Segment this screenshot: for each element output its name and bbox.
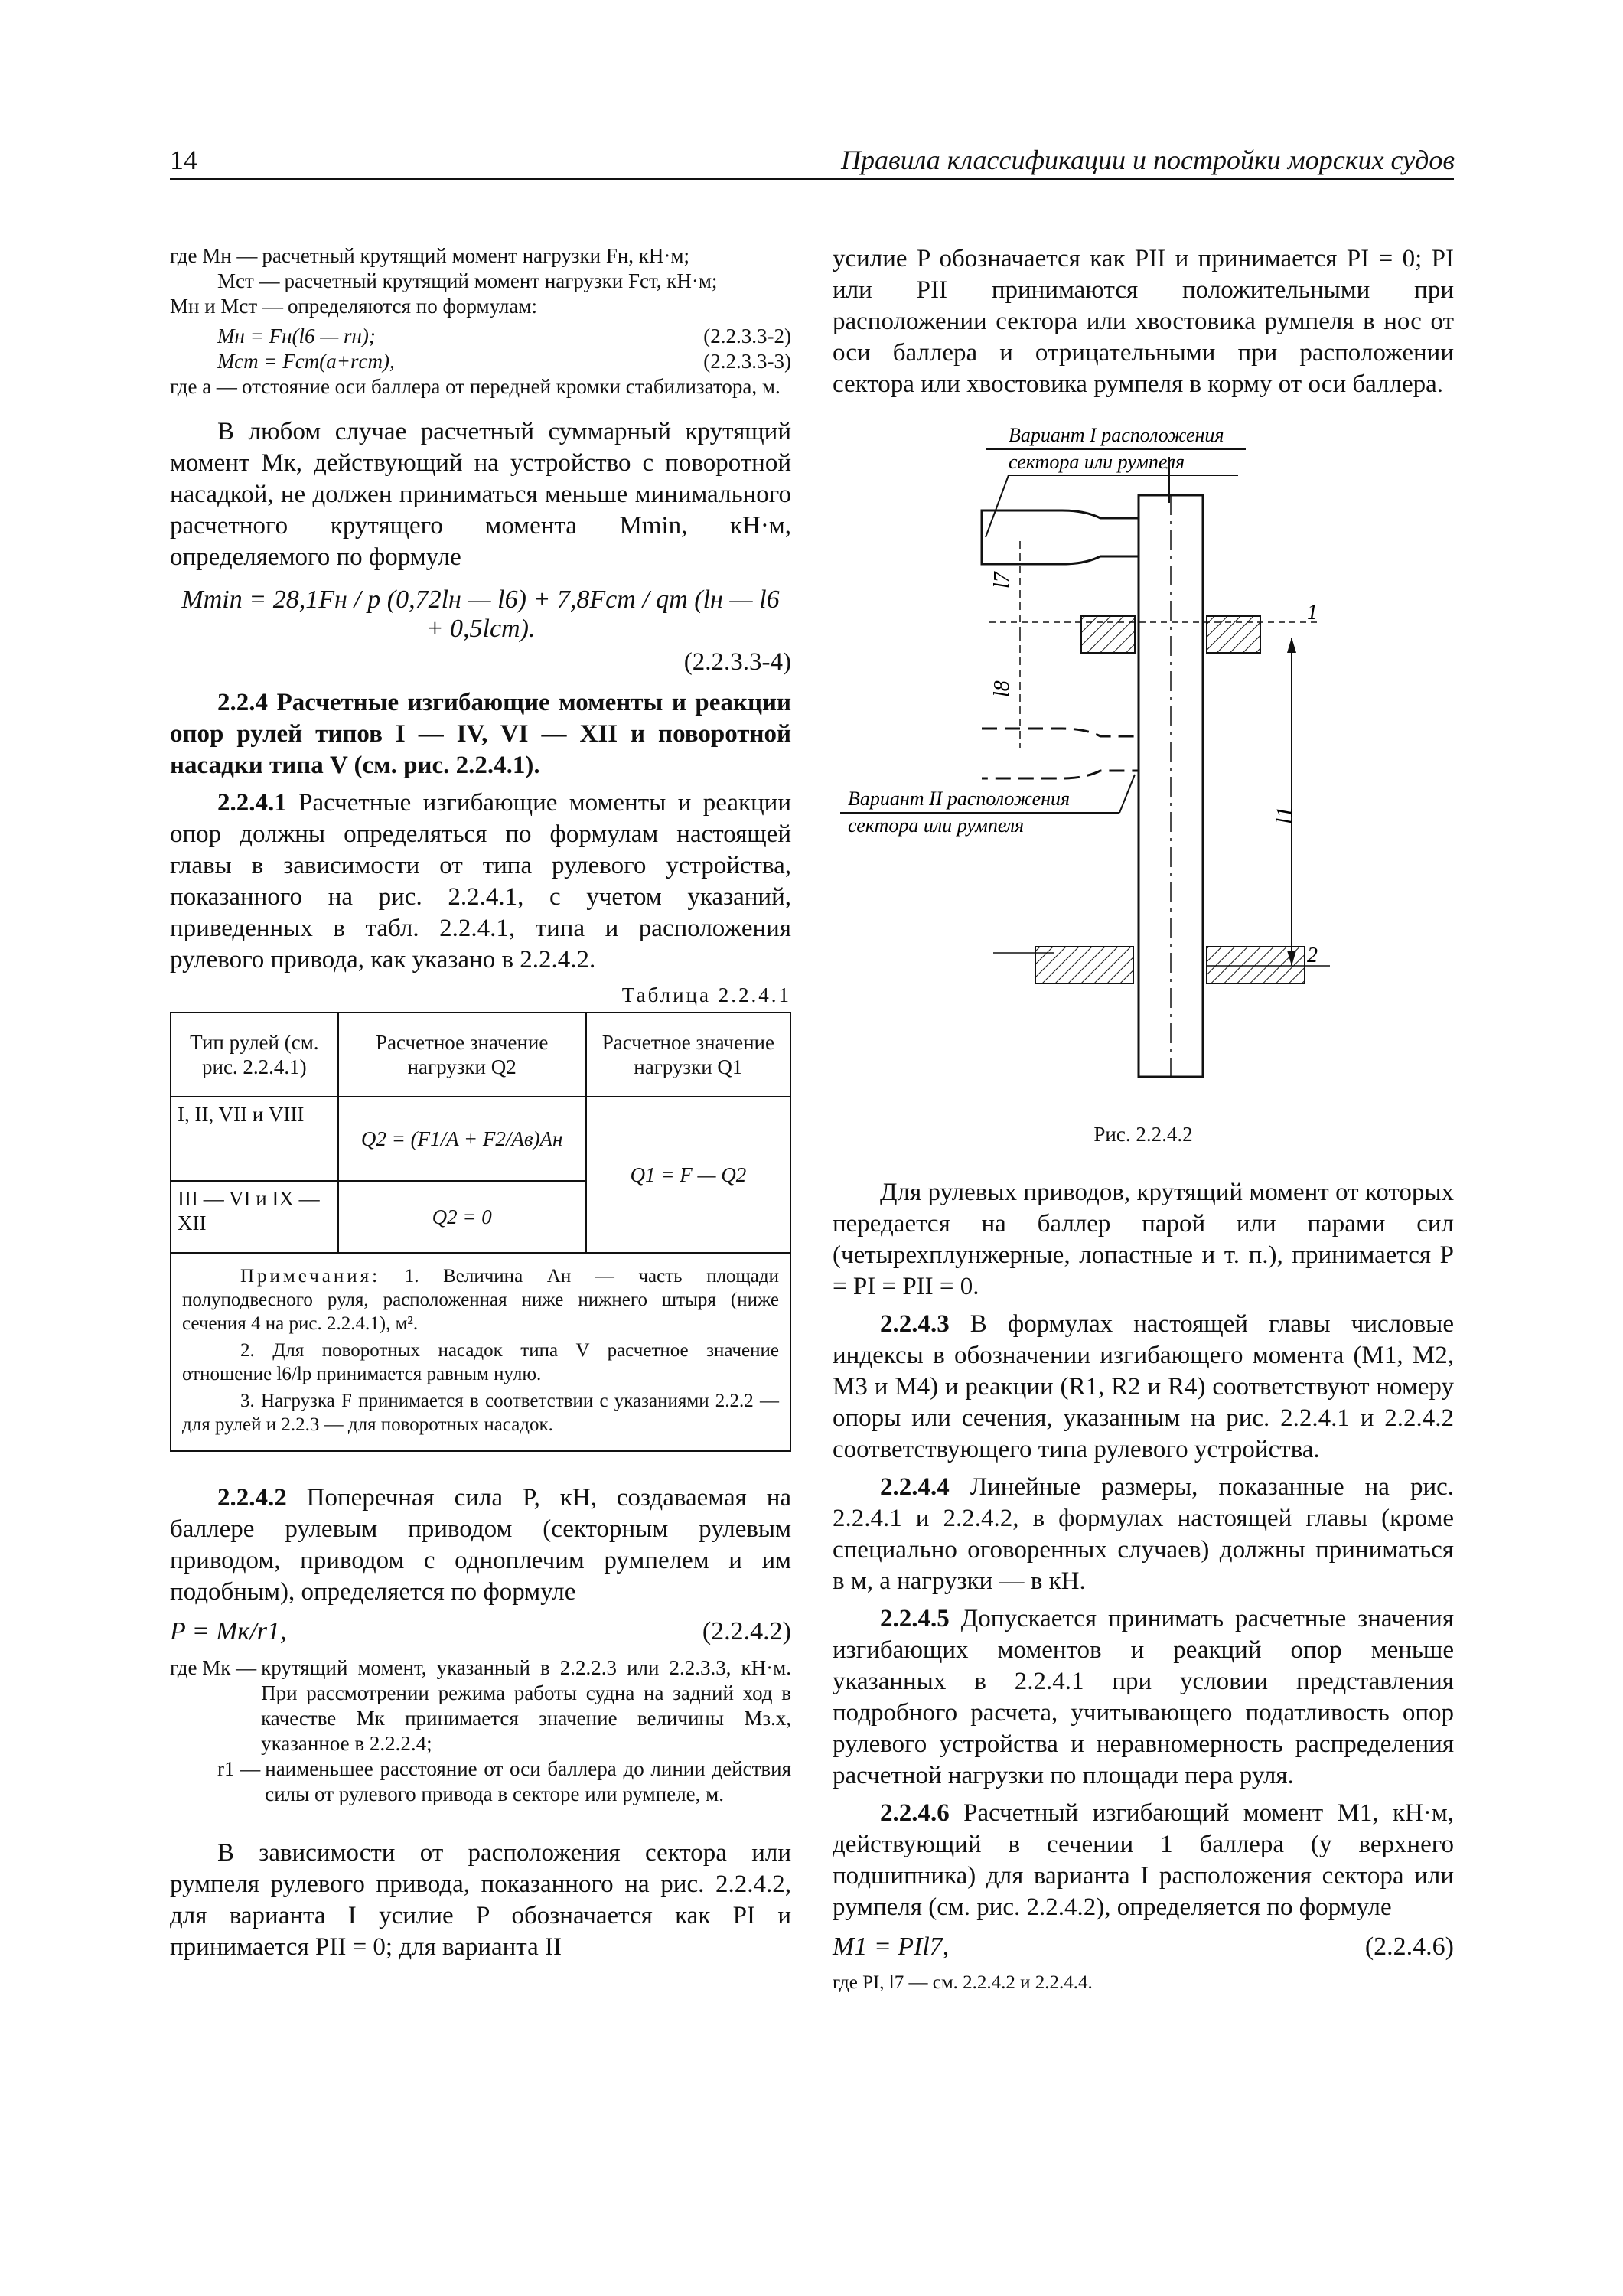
- table-cell: III — VI и IX — XII: [171, 1181, 338, 1253]
- definition-a: [170, 374, 791, 400]
- dimension-l8-label: l8: [990, 680, 1014, 697]
- formula-expression: M1 = PIl7,: [833, 1932, 950, 1961]
- clause-text: В формулах настоящей главы числовые индексы в обозначении изгибающего момента (M1, M2, M3 и M4) и реакции (R1, R2 и R4) соответствуют номеру опоры или сечения, указанным на рис. 2.2.4.1 и 2.2.4.2 соответствующего типа рулевого устройства.: [833, 1310, 1455, 1463]
- table-header-cell: Расчетное значение нагрузки Q1: [586, 1013, 790, 1097]
- clause-text: Линейные размеры, показанные на рис. 2.2.4.1 и 2.2.4.2, в формулах настоящей главы (кроме специально оговоренных случаев) должны приниматься в м, а нагрузки — в кН.: [833, 1473, 1454, 1595]
- definition-desc: расчетный крутящий момент нагрузки Fн, кН·м;: [262, 244, 689, 267]
- paragraph-2-2-4-1: [170, 788, 791, 976]
- figure-2-2-4-2: [833, 426, 1454, 1115]
- definition-mn-mst: [170, 294, 791, 319]
- paragraph-variant: В зависимости от расположения сектора или румпеля рулевого привода, показанного на рис. 2.2.4.2, для варианта I усилие P обозначается как PI и принимается PII = 0; для варианта II: [170, 1839, 791, 1961]
- paragraph-2-2-4-3: [833, 1309, 1454, 1466]
- section-heading-2-2-4: 2.2.4 Расчетные изгибающие моменты и реакции опор рулей типов I — IV, VI — XII и поворотной насадки типа V (см. рис. 2.2.4.1).: [170, 689, 791, 779]
- table-row: [171, 1097, 790, 1181]
- section-2-label: 2: [1307, 944, 1318, 967]
- formula-footnote: где PI, l7 — см. 2.2.4.2 и 2.2.4.4.: [833, 1972, 1093, 1993]
- formula-number: (2.2.3.3-2): [703, 325, 791, 347]
- formula-number: (2.2.4.2): [702, 1617, 791, 1645]
- bearing-1-left: [1081, 616, 1135, 653]
- definition-mk: [170, 1655, 791, 1756]
- formula-2-2-3-3-2: [170, 324, 791, 349]
- definition-term: где Мк —: [170, 1656, 257, 1679]
- definition-desc: наименьшее расстояние от оси баллера до линии действия силы от рулевого привода в секторе или румпеле, м.: [265, 1757, 791, 1805]
- paragraph-min-moment: В любом случае расчетный суммарный крутящий момент Мк, действующий на устройство с поворотной насадкой, не должен приниматься меньше минимального расчетного крутящего момента Mmin, кН·м, определяемого по формуле: [170, 418, 791, 571]
- clause-text: Расчетные изгибающие моменты и реакции опор должны определяться по формулам настоящей главы в зависимости от типа рулевого устройства, показанного на рис. 2.2.4.1, с учетом указаний, приведенных в табл. 2.2.4.1, типа и расположения рулевого привода, как указано в 2.2.4.2.: [170, 789, 791, 974]
- table-2-2-4-1: [170, 1012, 791, 1452]
- table-header-row: [171, 1013, 790, 1097]
- paragraph-continuation: усилие P обозначается как PII и принимается PI = 0; PI или PII принимаются положительными при расположении сектора или хвостовика румпеля в нос от оси баллера и отрицательными при расположении сектора или хвостовика румпеля в корму от оси баллера.: [833, 245, 1454, 398]
- definition-desc: крутящий момент, указанный в 2.2.2.3 или 2.2.3.3, кН·м. При рассмотрении режима работы судна на задний ход в качестве Мк принимается значение величины Мз.х, указанное в 2.2.2.4;: [261, 1656, 791, 1755]
- definition-term: где а —: [170, 375, 237, 398]
- clause-number: 2.2.4.5: [880, 1605, 950, 1632]
- bearing-1-right: [1207, 616, 1260, 653]
- dimension-l7-label: l7: [990, 572, 1014, 589]
- section-1-label: 1: [1307, 601, 1318, 625]
- page-number: 14: [170, 145, 197, 175]
- table-caption: Таблица 2.2.4.1: [621, 983, 791, 1006]
- clause-number: 2.2.4.2: [217, 1484, 287, 1512]
- formula-number: (2.2.3.3-3): [703, 350, 791, 373]
- notes-label: Примечания:: [240, 1266, 381, 1287]
- leader-line: [1119, 775, 1135, 813]
- formula-2-2-4-2: [170, 1616, 791, 1648]
- clause-number: 2.2.4.6: [880, 1799, 950, 1827]
- table-cell: Q1 = F — Q2: [586, 1097, 790, 1253]
- clause-number: 2.2.4.4: [880, 1473, 950, 1501]
- table-notes-row: [171, 1253, 790, 1451]
- formula-mmin: Mmin = 28,1Fн / p (0,72lн — l6) + 7,8Fст / qm (lн — l6 + 0,5lст).: [181, 585, 780, 643]
- table-notes: [171, 1253, 790, 1451]
- running-title: Правила классификации и постройки морских судов: [841, 145, 1455, 175]
- clause-text: Поперечная сила P, кН, создаваемая на баллере рулевым приводом (секторным рулевым приводом, приводом с одноплечим румпелем и им подобным), определяется по формуле: [170, 1484, 791, 1606]
- definition-desc: отстояние оси баллера от передней кромки стабилизатора, м.: [241, 375, 781, 398]
- formula-number: (2.2.4.6): [1364, 1932, 1454, 1961]
- tiller-variant-2: [982, 729, 1139, 778]
- left-column: [170, 243, 791, 1969]
- table-note: 2. Для поворотных насадок типа V расчетное значение отношение l6/lp принимается равным нулю.: [182, 1340, 779, 1384]
- formula-2-2-3-3-3: [170, 349, 791, 374]
- formula-expression: P = Mк/r1,: [170, 1617, 287, 1645]
- definition-term: где Мн —: [170, 244, 258, 267]
- definition-term: r1 —: [217, 1757, 261, 1780]
- table-cell: Q2 = 0: [338, 1181, 586, 1253]
- dimension-l1-label: l1: [1272, 806, 1297, 824]
- figure-caption: Рис. 2.2.4.2: [1093, 1123, 1193, 1146]
- formula-expression: Мн = Fн(l6 — rн);: [217, 325, 376, 347]
- definition-desc: определяются по формулам:: [287, 295, 537, 318]
- dimension-arrow: [1287, 638, 1296, 653]
- variant-2-label-2: сектора или румпеля: [848, 814, 1025, 837]
- variant-1-label: Вариант I расположения: [1009, 426, 1224, 446]
- clause-text: Допускается принимать расчетные значения изгибающих моментов и реакций опор меньше указанных в 2.2.4.1 при условии представления подробного расчета, учитывающего податливость опор рулевого устройства и неравномерность распределения расчетной нагрузки по площади пера руля.: [833, 1605, 1454, 1789]
- clause-number: 2.2.4.1: [217, 789, 287, 817]
- tiller-variant-1: [982, 510, 1139, 564]
- formula-2-2-4-6: [833, 1931, 1454, 1963]
- table-header-cell: Тип рулей (см. рис. 2.2.4.1): [171, 1013, 338, 1097]
- table-cell: Q2 = (F1/A + F2/Aв)Aн: [338, 1097, 586, 1181]
- clause-text: Расчетный изгибающий момент M1, кН·м, действующий в сечении 1 баллера (у верхнего подшипника) для варианта I расположения сектора или румпеля (см. рис. 2.2.4.2), определяется по формуле: [833, 1799, 1454, 1921]
- variant-2-label: Вариант II расположения: [848, 788, 1071, 810]
- table-cell: I, II, VII и VIII: [171, 1097, 338, 1181]
- definition-r1: [170, 1756, 791, 1807]
- leader-line: [986, 475, 1009, 537]
- paragraph-2-2-4-2: [170, 1482, 791, 1608]
- header-rule: [170, 178, 1454, 180]
- table-note: [182, 1264, 779, 1336]
- definition-desc: расчетный крутящий момент нагрузки Fст, кН·м;: [284, 269, 718, 292]
- paragraph-drives: Для рулевых приводов, крутящий момент от которых передается на баллер парой или парами сил (четырехплунжерные, лопастные и т. п.), принимается P = PI = PII = 0.: [833, 1179, 1454, 1300]
- table-note: 3. Нагрузка F принимается в соответствии с указаниями 2.2.2 — для рулей и 2.2.3 — для поворотных насадок.: [182, 1391, 779, 1435]
- paragraph-2-2-4-5: [833, 1603, 1454, 1792]
- definition-term: Мст —: [217, 269, 280, 292]
- paragraph-2-2-4-6: [833, 1798, 1454, 1923]
- definition-mn: [170, 243, 791, 269]
- table-header-cell: Расчетное значение нагрузки Q2: [338, 1013, 586, 1097]
- variant-1-label-2: сектора или румпеля: [1009, 451, 1185, 473]
- note-text: 1. Величина Ан — часть площади полуподвесного руля, расположенная ниже нижнего штыря (ниже сечения 4 на рис. 2.2.4.1), м².: [182, 1266, 779, 1334]
- bearing-2-left: [1035, 947, 1133, 983]
- paragraph-2-2-4-4: [833, 1472, 1454, 1597]
- clause-number: 2.2.4.3: [880, 1310, 950, 1338]
- definition-mst: [170, 269, 791, 294]
- definition-term: Мн и Мст —: [170, 295, 283, 318]
- formula-expression: Мст = Fст(a+rст),: [217, 350, 395, 373]
- formula-mmin-number: (2.2.3.3-4): [683, 648, 791, 676]
- rudder-stock-drawing: [833, 426, 1454, 1084]
- right-column: [833, 243, 1454, 1994]
